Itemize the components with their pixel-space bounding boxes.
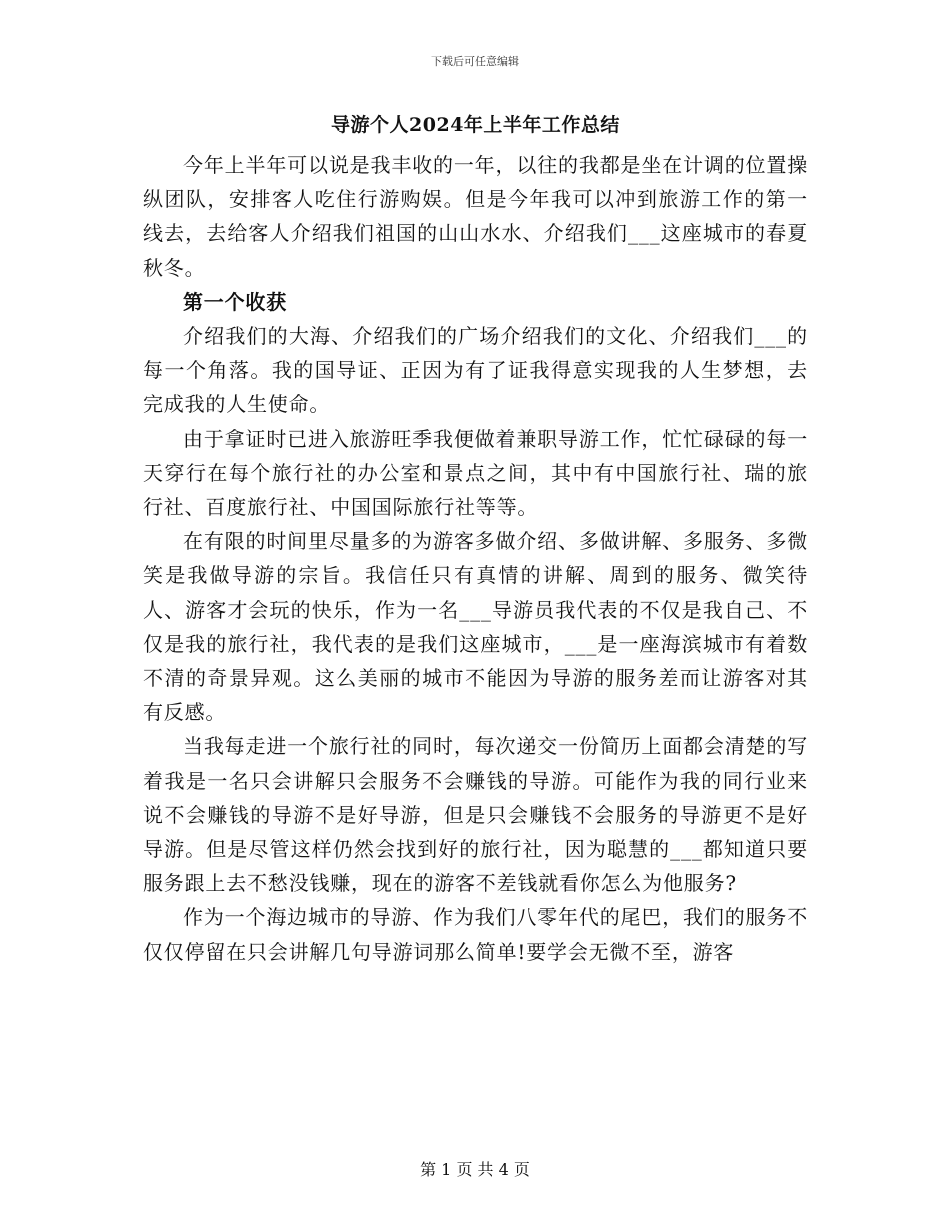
paragraph-intro: 今年上半年可以说是我丰收的一年，以往的我都是坐在计调的位置操纵团队，安排客人吃住行游购娱。但是今年我可以冲到旅游工作的第一线去，去给客人介绍我们祖国的山山水水、介绍我们___这座城市的春夏秋冬。 [143, 153, 808, 280]
section-heading-first-gain: 第一个收获 [183, 289, 287, 314]
paragraph-5: 当我每走进一个旅行社的同时，每次递交一份简历上面都会清楚的写着我是一名只会讲解只会服务不会赚钱的导游。可能作为我的同行业来说不会赚钱的导游不是好导游，但是只会赚钱不会服务的导游更不是好导游。但是尽管这样仍然会找到好的旅行社，因为聪慧的___都知道只要服务跟上去不愁没钱赚，现在的游客不差钱就看你怎么为他服务? [143, 734, 808, 896]
paragraph-3: 由于拿证时已进入旅游旺季我便做着兼职导游工作，忙忙碌碌的每一天穿行在每个旅行社的办公室和景点之间，其中有中国旅行社、瑞的旅行社、百度旅行社、中国国际旅行社等等。 [143, 426, 808, 520]
paragraph-2: 介绍我们的大海、介绍我们的广场介绍我们的文化、介绍我们___的每一个角落。我的国导证、正因为有了证我得意实现我的人生梦想，去完成我的人生使命。 [143, 324, 808, 417]
paragraph-6: 作为一个海边城市的导游、作为我们八零年代的尾巴，我们的服务不仅仅停留在只会讲解几句导游词那么简单!要学会无微不至，游客 [143, 905, 808, 964]
page-number: 第 1 页 共 4 页 [420, 1160, 530, 1179]
document-title: 导游个人2024年上半年工作总结 [331, 114, 620, 136]
page-header-note: 下载后可任意编辑 [431, 55, 519, 68]
paragraph-4: 在有限的时间里尽量多的为游客多做介绍、多做讲解、多服务、多微笑是我做导游的宗旨。我信任只有真情的讲解、周到的服务、微笑待人、游客才会玩的快乐，作为一名___导游员我代表的不仅是我自己、不仅是我的旅行社，我代表的是我们这座城市，___是一座海滨城市有着数不清的奇景异观。这么美丽的城市不能因为导游的服务差而让游客对其有反感。 [143, 529, 808, 725]
document-body [143, 108, 808, 969]
